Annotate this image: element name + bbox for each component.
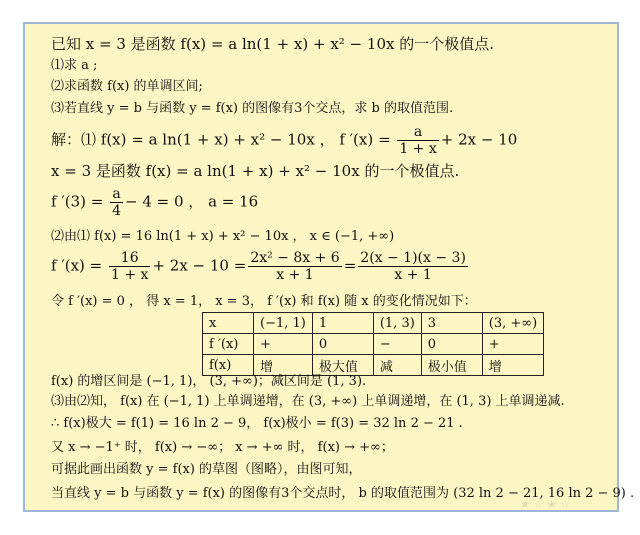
fraction [248,250,341,283]
solution-text: + 2x − 10 [440,130,518,149]
denominator: 1 + x [399,141,437,157]
table-cell: 1 [312,313,373,334]
solution-line-monotonic: ⑶由⑵知， f(x) 在 (−1, 1) 上单调递增，在 (3, +∞) 上单调递增，在 (1, 3) 上单调递减. [51,394,565,409]
fraction [109,250,150,283]
solution-line-limits: 又 x → −1⁺ 时， f(x) → −∞； x → +∞ 时， f(x) → +∞； [51,440,394,455]
numerator: 2(x − 1)(x − 3) [360,250,466,266]
solution-text: f ′(x) = [51,256,107,275]
solution-panel [23,22,635,512]
solution-line-find-a [51,186,258,219]
table-cell: f(x) [203,355,254,376]
solution-line-derivative [51,124,517,157]
table-cell: 极小值 [421,355,482,376]
solution-line-intervals: f(x) 的增区间是 (−1, 1)， (3, +∞)；减区间是 (1, 3). [51,374,367,389]
table-cell: 极大值 [312,355,373,376]
numerator: 2x² − 8x + 6 [250,250,340,266]
fraction [358,250,468,283]
table-cell: 减 [373,355,421,376]
solution-line-answer: 当直线 y = b 与函数 y = f(x) 的图像有3个交点时， b 的取值范围为 (32 ln 2 − 21, 16 ln 2 − 9) . [51,486,635,501]
solution-text: − 4 = 0 ， a = 16 [125,192,259,211]
denominator: x + 1 [394,267,432,283]
table-cell: − [373,334,421,355]
numerator: 16 [109,250,150,267]
table-cell: (−1, 1) [254,313,313,334]
variation-table [202,312,544,376]
table-row [203,334,544,355]
solution-line-critical: 令 f ′(x) = 0 ， 得 x = 1， x = 3， f ′(x) 和 f(x) 随 x 的变化情况如下： [51,294,477,309]
solution-line-extremum: x = 3 是函数 f(x) = a ln(1 + x) + x² − 10x 的一个极值点. [51,162,460,180]
solution-line-extrema: ∴ f(x)极大 = f(1) = 16 ln 2 − 9， f(x)极小 = f(3) = 32 ln 2 − 21 . [51,416,463,431]
table-cell: (3, +∞) [482,313,543,334]
table-cell: (1, 3) [373,313,421,334]
table-cell: x [203,313,254,334]
table-cell: 增 [254,355,313,376]
solution-text: f ′(3) = [51,192,109,211]
solution-text: + 2x − 10 = [152,256,247,275]
fraction [110,186,123,219]
solution-text: 解：⑴ f(x) = a ln(1 + x) + x² − 10x ， f ′(x) = [51,130,396,149]
numerator: a [397,124,438,141]
solution-text: = [343,256,357,275]
numerator: a [110,186,123,203]
solution-line-factor [51,250,470,283]
denominator: 4 [112,203,121,219]
table-cell: + [482,334,543,355]
question-stem: 已知 x = 3 是函数 f(x) = a ln(1 + x) + x² − 10x 的一个极值点. [51,35,494,53]
table-cell: 增 [482,355,543,376]
table-cell: 3 [421,313,482,334]
table-cell: f ′(x) [203,334,254,355]
table-row [203,313,544,334]
solution-line-sketch: 可据此画出函数 y = f(x) 的草图（图略），由图可知， [51,462,362,477]
question-part-1: ⑴求 a ; [51,58,98,73]
denominator: x + 1 [276,267,314,283]
watermark: ★ ☆ ★ ☆ [520,498,570,511]
question-part-2: ⑵求函数 f(x) 的单调区间; [51,79,203,94]
solution-line-part2: ⑵由⑴ f(x) = 16 ln(1 + x) + x² − 10x ， x ∈ (−1, +∞) [51,229,395,244]
table-cell: + [254,334,313,355]
fraction [397,124,438,157]
question-part-3: ⑶若直线 y = b 与函数 y = f(x) 的图像有3个交点，求 b 的取值范围. [51,101,454,116]
table-cell: 0 [312,334,373,355]
denominator: 1 + x [111,267,149,283]
table-cell: 0 [421,334,482,355]
